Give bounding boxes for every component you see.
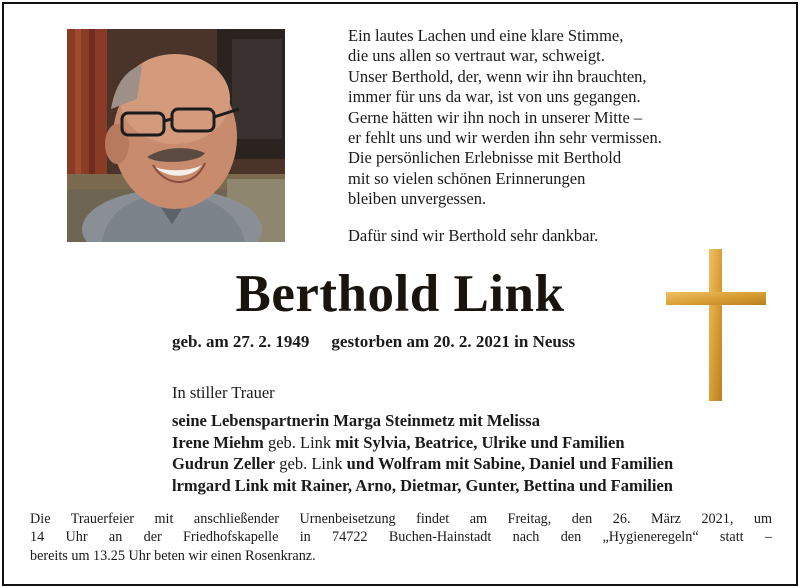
death-date: gestorben am 20. 2. 2021 in Neuss	[331, 332, 576, 351]
cross-icon	[666, 249, 766, 401]
service-line: 14 Uhr an der Friedhofskapelle in 74722 Buchen-Hainstadt nach den „Hygieneregeln“ statt –	[30, 529, 772, 546]
mourner-row: lrmgard Link mit Rainer, Arno, Dietmar, Gunter, Bettina und Familien	[172, 475, 673, 495]
portrait-photo	[67, 29, 285, 242]
mourning-label: In stiller Trauer	[172, 383, 275, 402]
mourner-row: seine Lebenspartnerin Marga Steinmetz mit Melissa	[172, 411, 540, 430]
poem-line: Gerne hätten wir ihn noch in unserer Mitte –	[348, 107, 643, 127]
poem	[348, 26, 768, 210]
thanks-line: Dafür sind wir Berthold sehr dankbar.	[348, 226, 599, 245]
poem-line: die uns allen so vertraut war, schweigt.	[348, 46, 605, 66]
poem-line: bleiben unvergessen.	[348, 189, 487, 209]
service-notice	[30, 510, 772, 565]
poem-line: Unser Berthold, der, wenn wir ihn brauchten,	[348, 66, 647, 86]
poem-line: mit so vielen schönen Erinnerungen	[348, 168, 586, 188]
life-dates	[172, 332, 575, 352]
mourners-list	[172, 410, 673, 496]
poem-line: er fehlt uns und wir werden ihn sehr vermissen.	[348, 128, 662, 148]
service-line: Die Trauerfeier mit anschließender Urnenbeisetzung findet am Freitag, den 26. März 2021, um	[30, 511, 772, 527]
poem-line: Ein lautes Lachen und eine klare Stimme,	[348, 26, 624, 45]
deceased-name: Berthold Link	[235, 265, 565, 323]
mourner-row: Gudrun Zeller geb. Link und Wolfram mit Sabine, Daniel und Familien	[172, 454, 674, 474]
service-line: bereits um 13.25 Uhr beten wir einen Rosenkranz.	[30, 547, 316, 564]
poem-line: Die persönlichen Erlebnisse mit Berthold	[348, 148, 622, 168]
poem-line: immer für uns da war, ist von uns gegangen.	[348, 87, 641, 107]
mourner-row: Irene Miehm geb. Link mit Sylvia, Beatrice, Ulrike und Familien	[172, 432, 625, 452]
birth-date: geb. am 27. 2. 1949	[172, 332, 310, 351]
